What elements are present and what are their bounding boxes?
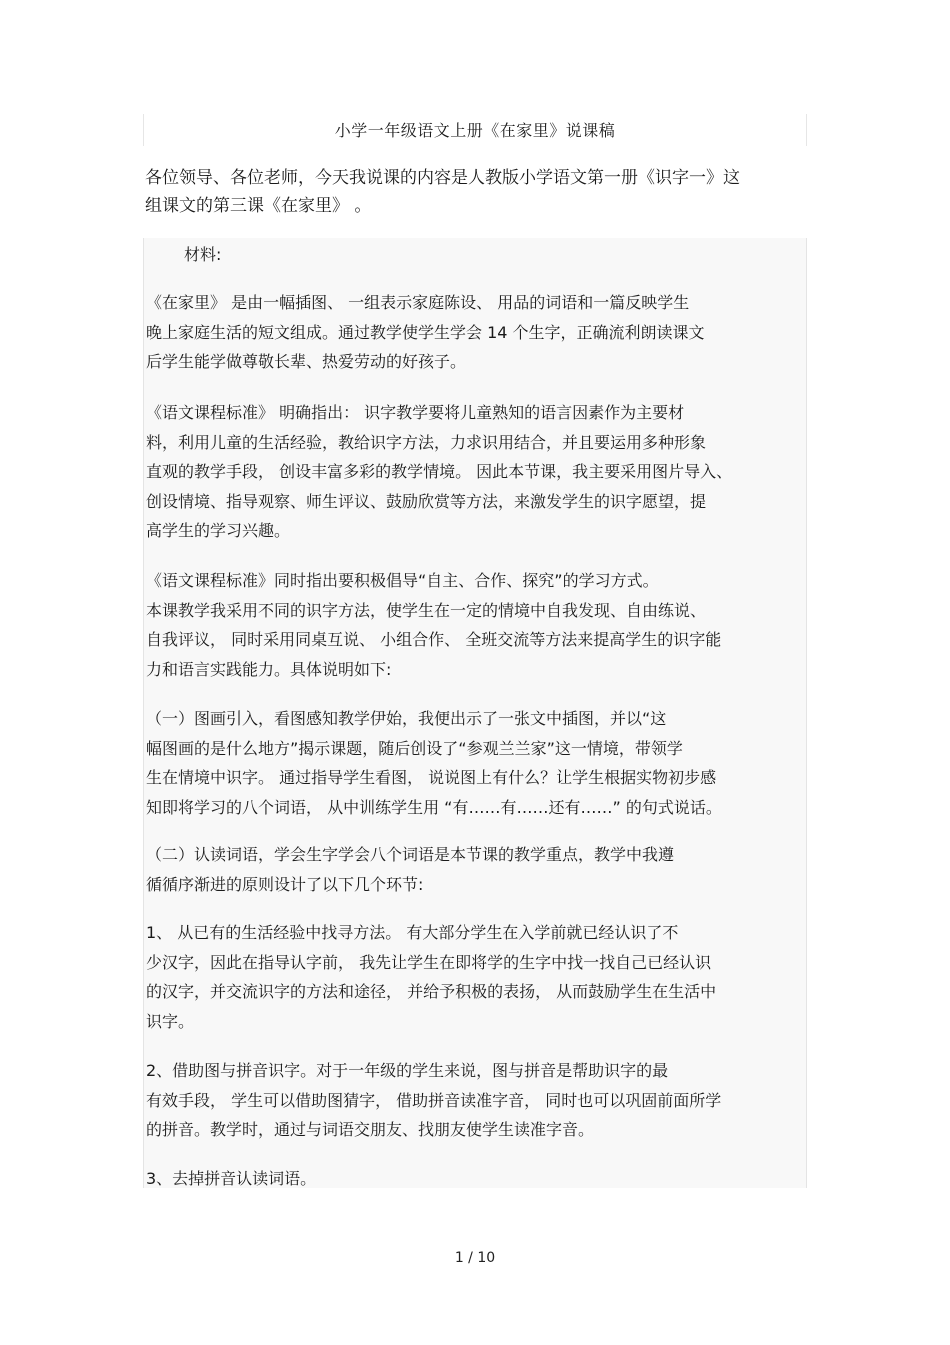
title-bar [143,114,807,146]
paragraph-step-3: 3、去掉拼音认读词语。 [146,1169,317,1188]
paragraph-step-1: 1、 从已有的生活经验中找寻方法。 有大部分学生在入学前就已经认识了不 少汉字，因此在指导认字前， 我先让学生在即将学的生字中找一找自己已经认识 的汉字，并交流识字的方法和途径， 并给予积极的表扬， 从而鼓励学生在生活中 识字。 [146,923,717,1031]
page-indicator: 1 / 10 [454,1250,496,1266]
paragraph-overview: 《在家里》 是由一幅插图、 一组表示家庭陈设、 用品的词语和一篇反映学生 晚上家庭生活的短文组成。通过教学使学生学会 14 个生字，正确流利朗读课文 后学生能学做尊敬长辈、热爱劳动的好孩子。 [146,293,705,371]
document-title: 小学一年级语文上册《在家里》说课稿 [334,121,616,140]
intro-paragraph: 各位领导、各位老师，今天我说课的内容是人教版小学语文第一册《识字一》这 组课文的第三课《在家里》 。 [145,168,740,216]
paragraph-word-reading: （二）认读词语，学会生字学会八个词语是本节课的教学重点，教学中我遵 循循序渐进的原则设计了以下几个环节: [146,845,675,894]
paragraph-standard-guidance: 《语文课程标准》 明确指出： 识字教学要将儿童熟知的语言因素作为主要材 料，利用儿童的生活经验，教给识字方法，力求识用结合，并且要运用多种形象 直观的教学手段， 创设丰富多彩的教学情境。 因此本节课，我主要采用图片导入、 创设情境、指导观察、师生评议、鼓励欣赏等方法，来激发学生的识字愿望，提 高学生的学习兴趣。 [146,403,733,540]
paragraph-learning-approach: 《语文课程标准》同时指出要积极倡导“自主、合作、探究”的学习方式。 本课教学我采用不同的识字方法，使学生在一定的情境中自我发现、自由练说、 自我评议， 同时采用同桌互说、 小组合作、 全班交流等方法来提高学生的识字能 力和语言实践能力。具体说明如下: [146,571,722,679]
paragraph-picture-intro: （一）图画引入，看图感知教学伊始，我便出示了一张文中插图，并以“这 幅图画的是什么地方”揭示课题，随后创设了“参观兰兰家”这一情境，带领学 生在情境中识字。 通过指导学生看图， 说说图上有什么？让学生根据实物初步感 知即将学习的八个词语， 从中训练学生用 “有……有……还有……” 的句式说话。 [146,709,722,817]
material-label: 材料: [184,245,222,264]
paragraph-step-2: 2、借助图与拼音识字。对于一年级的学生来说，图与拼音是帮助识字的最 有效手段， 学生可以借助图猜字， 借助拼音读准字音， 同时也可以巩固前面所学 的拼音。教学时，通过与词语交朋友、找朋友使学生读准字音。 [146,1061,722,1139]
material-section [143,238,807,1188]
